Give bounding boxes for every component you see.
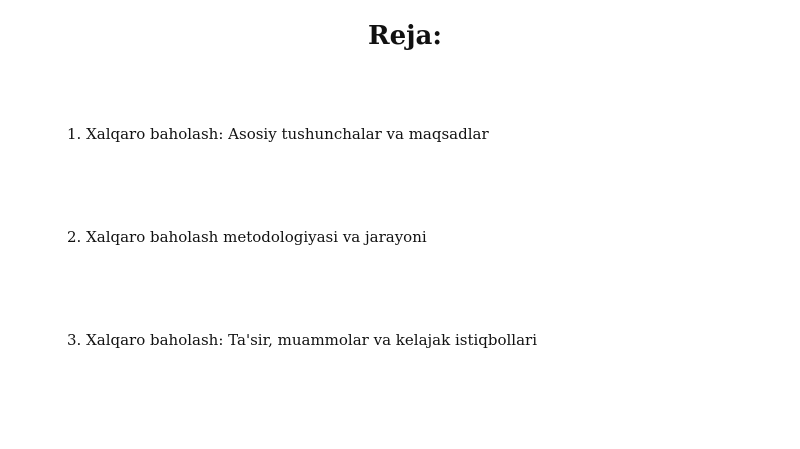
slide-title: Reja: [367,21,442,51]
plan-item-1: 1. Xalqaro baholash: Asosiy tushunchalar va maqsadlar [67,125,489,143]
plan-item-2: 2. Xalqaro baholash metodologiyasi va jarayoni [67,228,427,246]
plan-item-3: 3. Xalqaro baholash: Ta'sir, muammolar va kelajak istiqbollari [67,331,538,349]
